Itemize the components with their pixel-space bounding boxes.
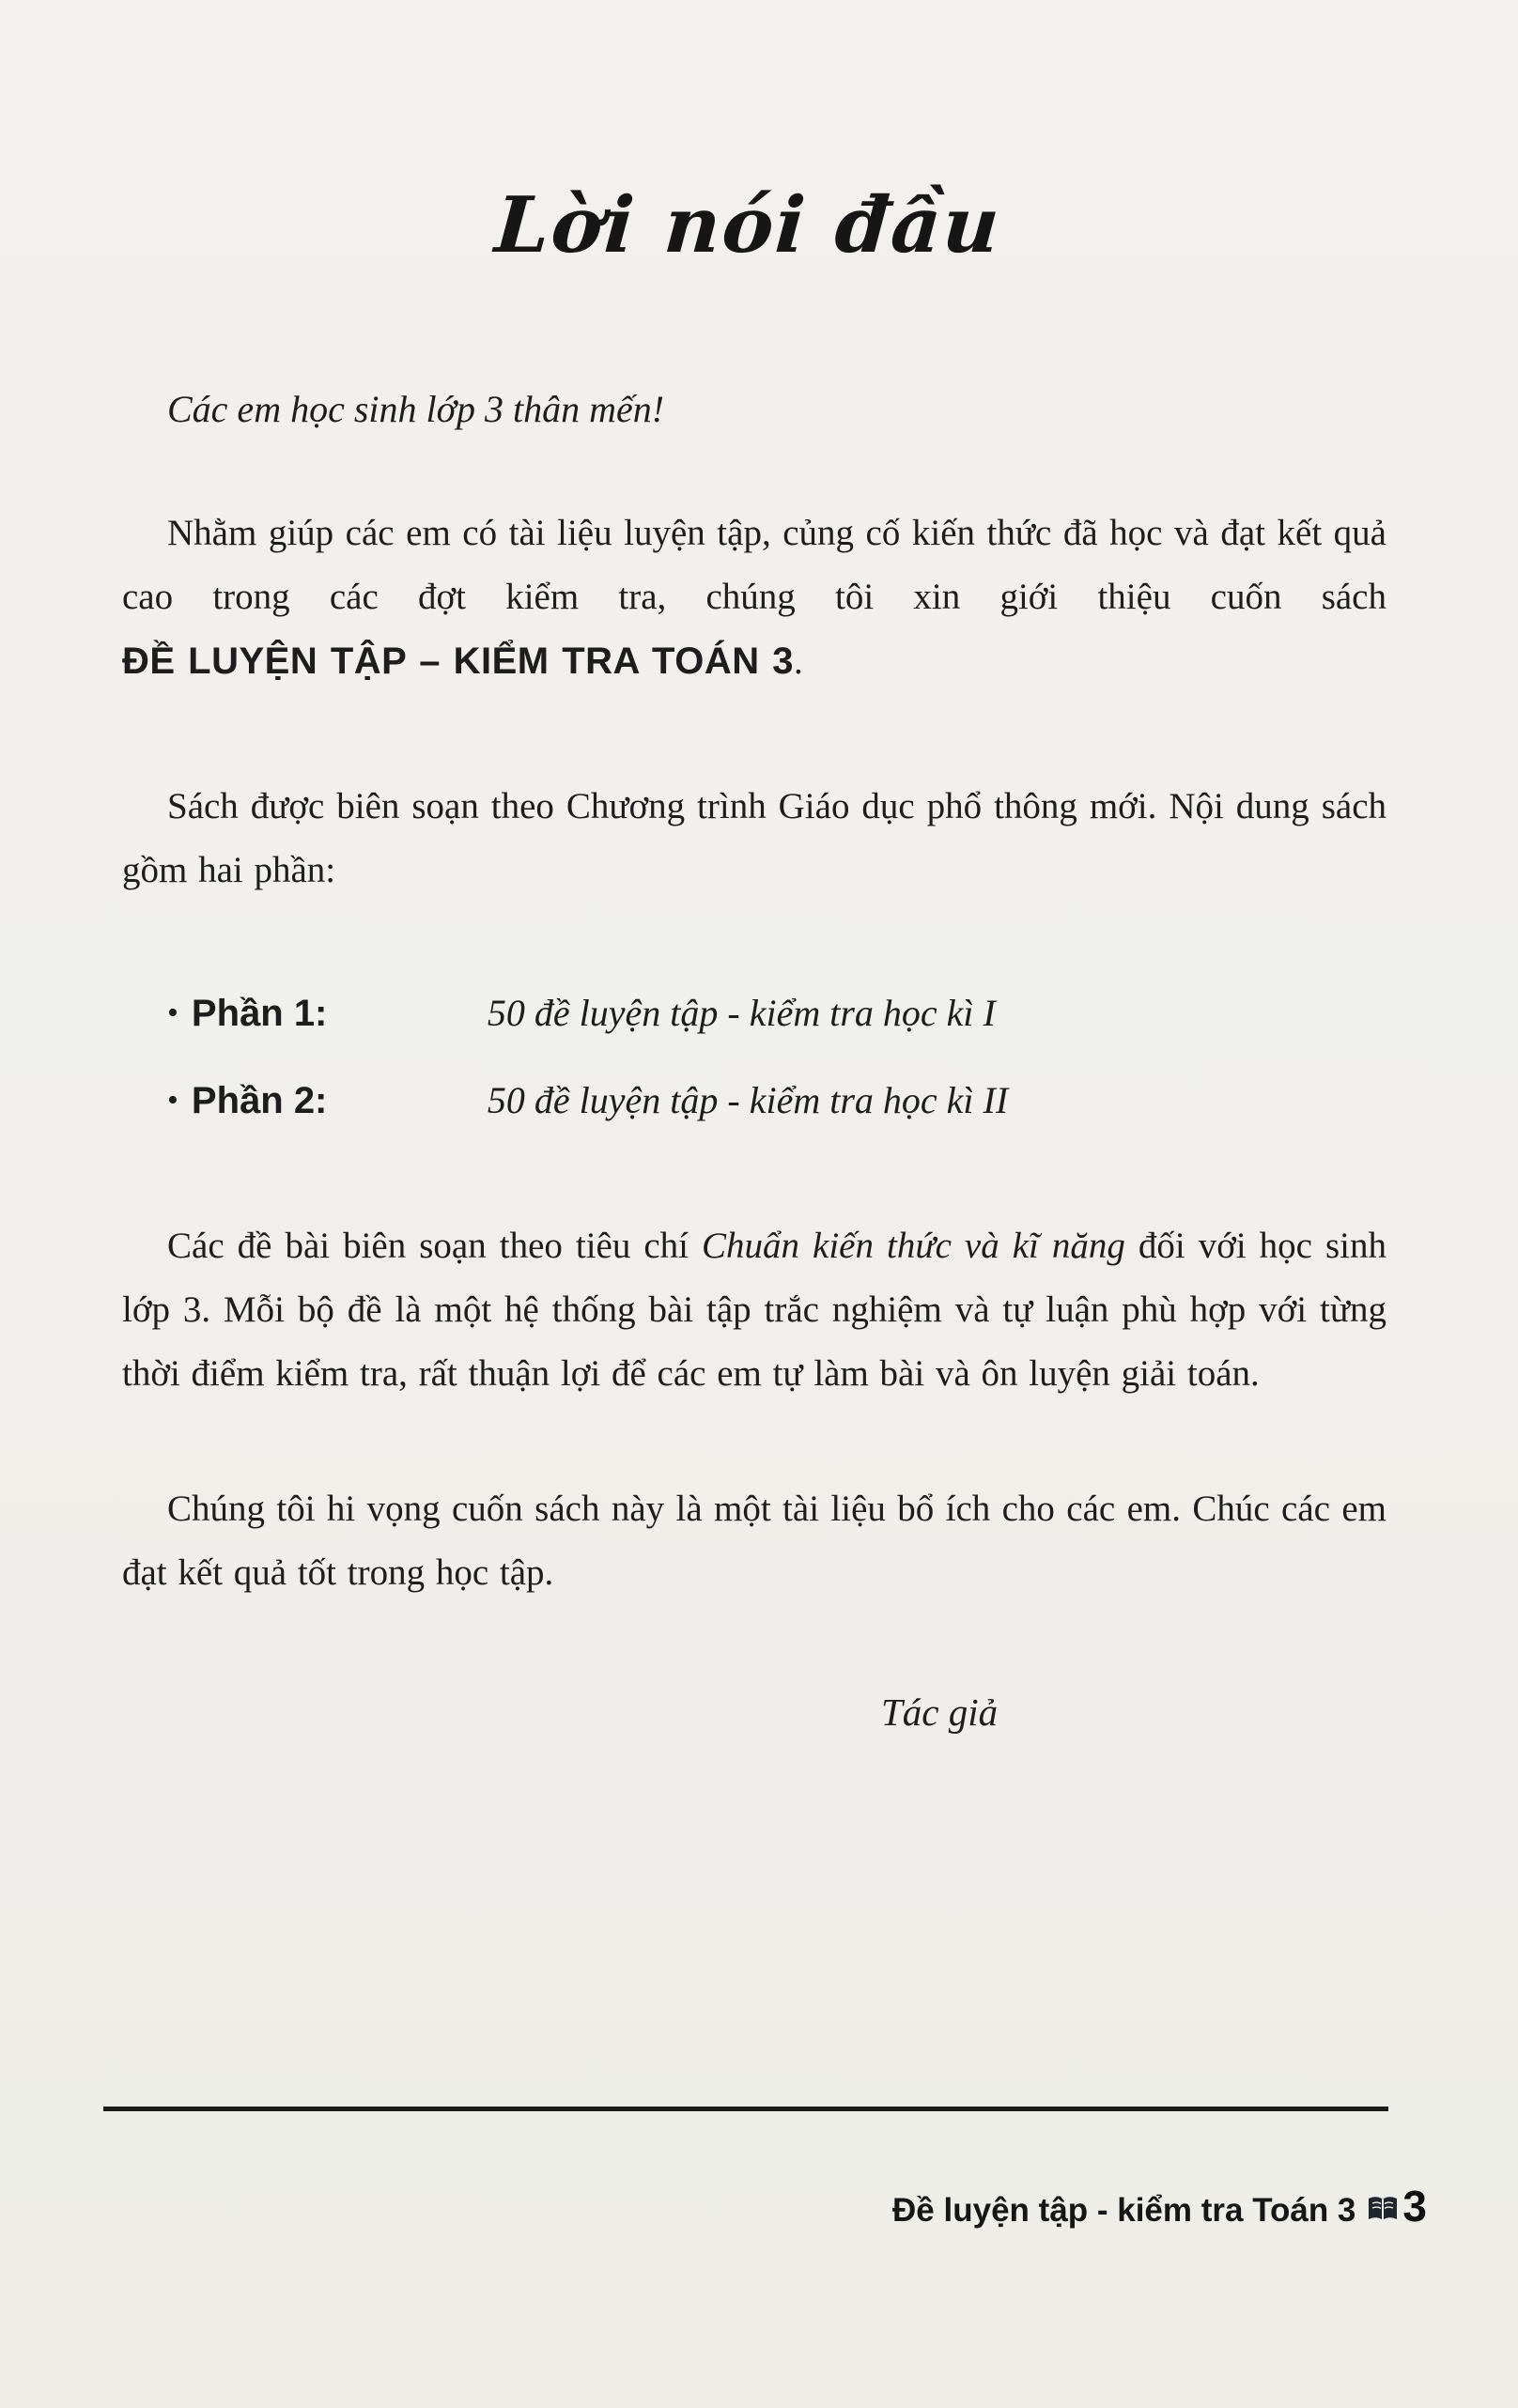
paragraph-intro-tail: . [794, 641, 803, 682]
book-title-inline: ĐỀ LUYỆN TẬP – KIỂM TRA TOÁN 3 [122, 641, 795, 682]
list-item-part-1 [167, 981, 1386, 1048]
paragraph-intro [122, 502, 1386, 694]
part-1-description: 50 đề luyện tập - kiểm tra học kì I [487, 992, 996, 1034]
part-2-label: Phần 2: [191, 1080, 328, 1121]
criteria-italic-phrase: Chuẩn kiến thức và kĩ năng [702, 1226, 1125, 1266]
paragraph-criteria-tail: đối với học sinh lớp 3. Mỗi bộ đề là một hệ thống bài tập trắc nghiệm và tự luận phù hợp với từng thời điểm kiểm tra, rất thuận lợi để các em tự làm bài và ôn luyện giải toán. [122, 1226, 1386, 1394]
paragraph-intro-lead: Nhằm giúp các em có tài liệu luyện tập, củng cố kiến thức đã học và đạt kết quả cao trong các đợt kiểm tra, chúng tôi xin giới thiệu cuốn sách [122, 513, 1386, 617]
part-1-label: Phần 1: [191, 993, 328, 1034]
publisher-logo-icon [1367, 2195, 1399, 2225]
paragraph-criteria-lead: Các đề bài biên soạn theo tiêu chí [167, 1226, 703, 1266]
bullet-icon: • [167, 1083, 178, 1118]
paragraph-closing: Chúng tôi hi vọng cuốn sách này là một tài liệu bổ ích cho các em. Chúc các em đạt kết quả tốt trong học tập. [122, 1489, 1386, 1593]
bullet-icon: • [167, 996, 178, 1030]
parts-list [122, 981, 1386, 1135]
author-signature: Tác giả [881, 1690, 999, 1734]
salutation: Các em học sinh lớp 3 thân mến! [167, 388, 665, 430]
page-title: Lời nói đầu [491, 180, 1004, 270]
paragraph-criteria [122, 1214, 1386, 1406]
page-number: 3 [1402, 2182, 1427, 2230]
divider [103, 2107, 1388, 2111]
part-2-description: 50 đề luyện tập - kiểm tra học kì II [487, 1079, 1009, 1121]
list-item-part-2 [167, 1069, 1386, 1135]
footer-title: Đề luyện tập - kiểm tra Toán 3 [892, 2192, 1356, 2229]
page-footer [892, 2181, 1427, 2231]
paragraph-structure: Sách được biên soạn theo Chương trình Giáo dục phổ thông mới. Nội dung sách gồm hai phần: [122, 786, 1386, 890]
